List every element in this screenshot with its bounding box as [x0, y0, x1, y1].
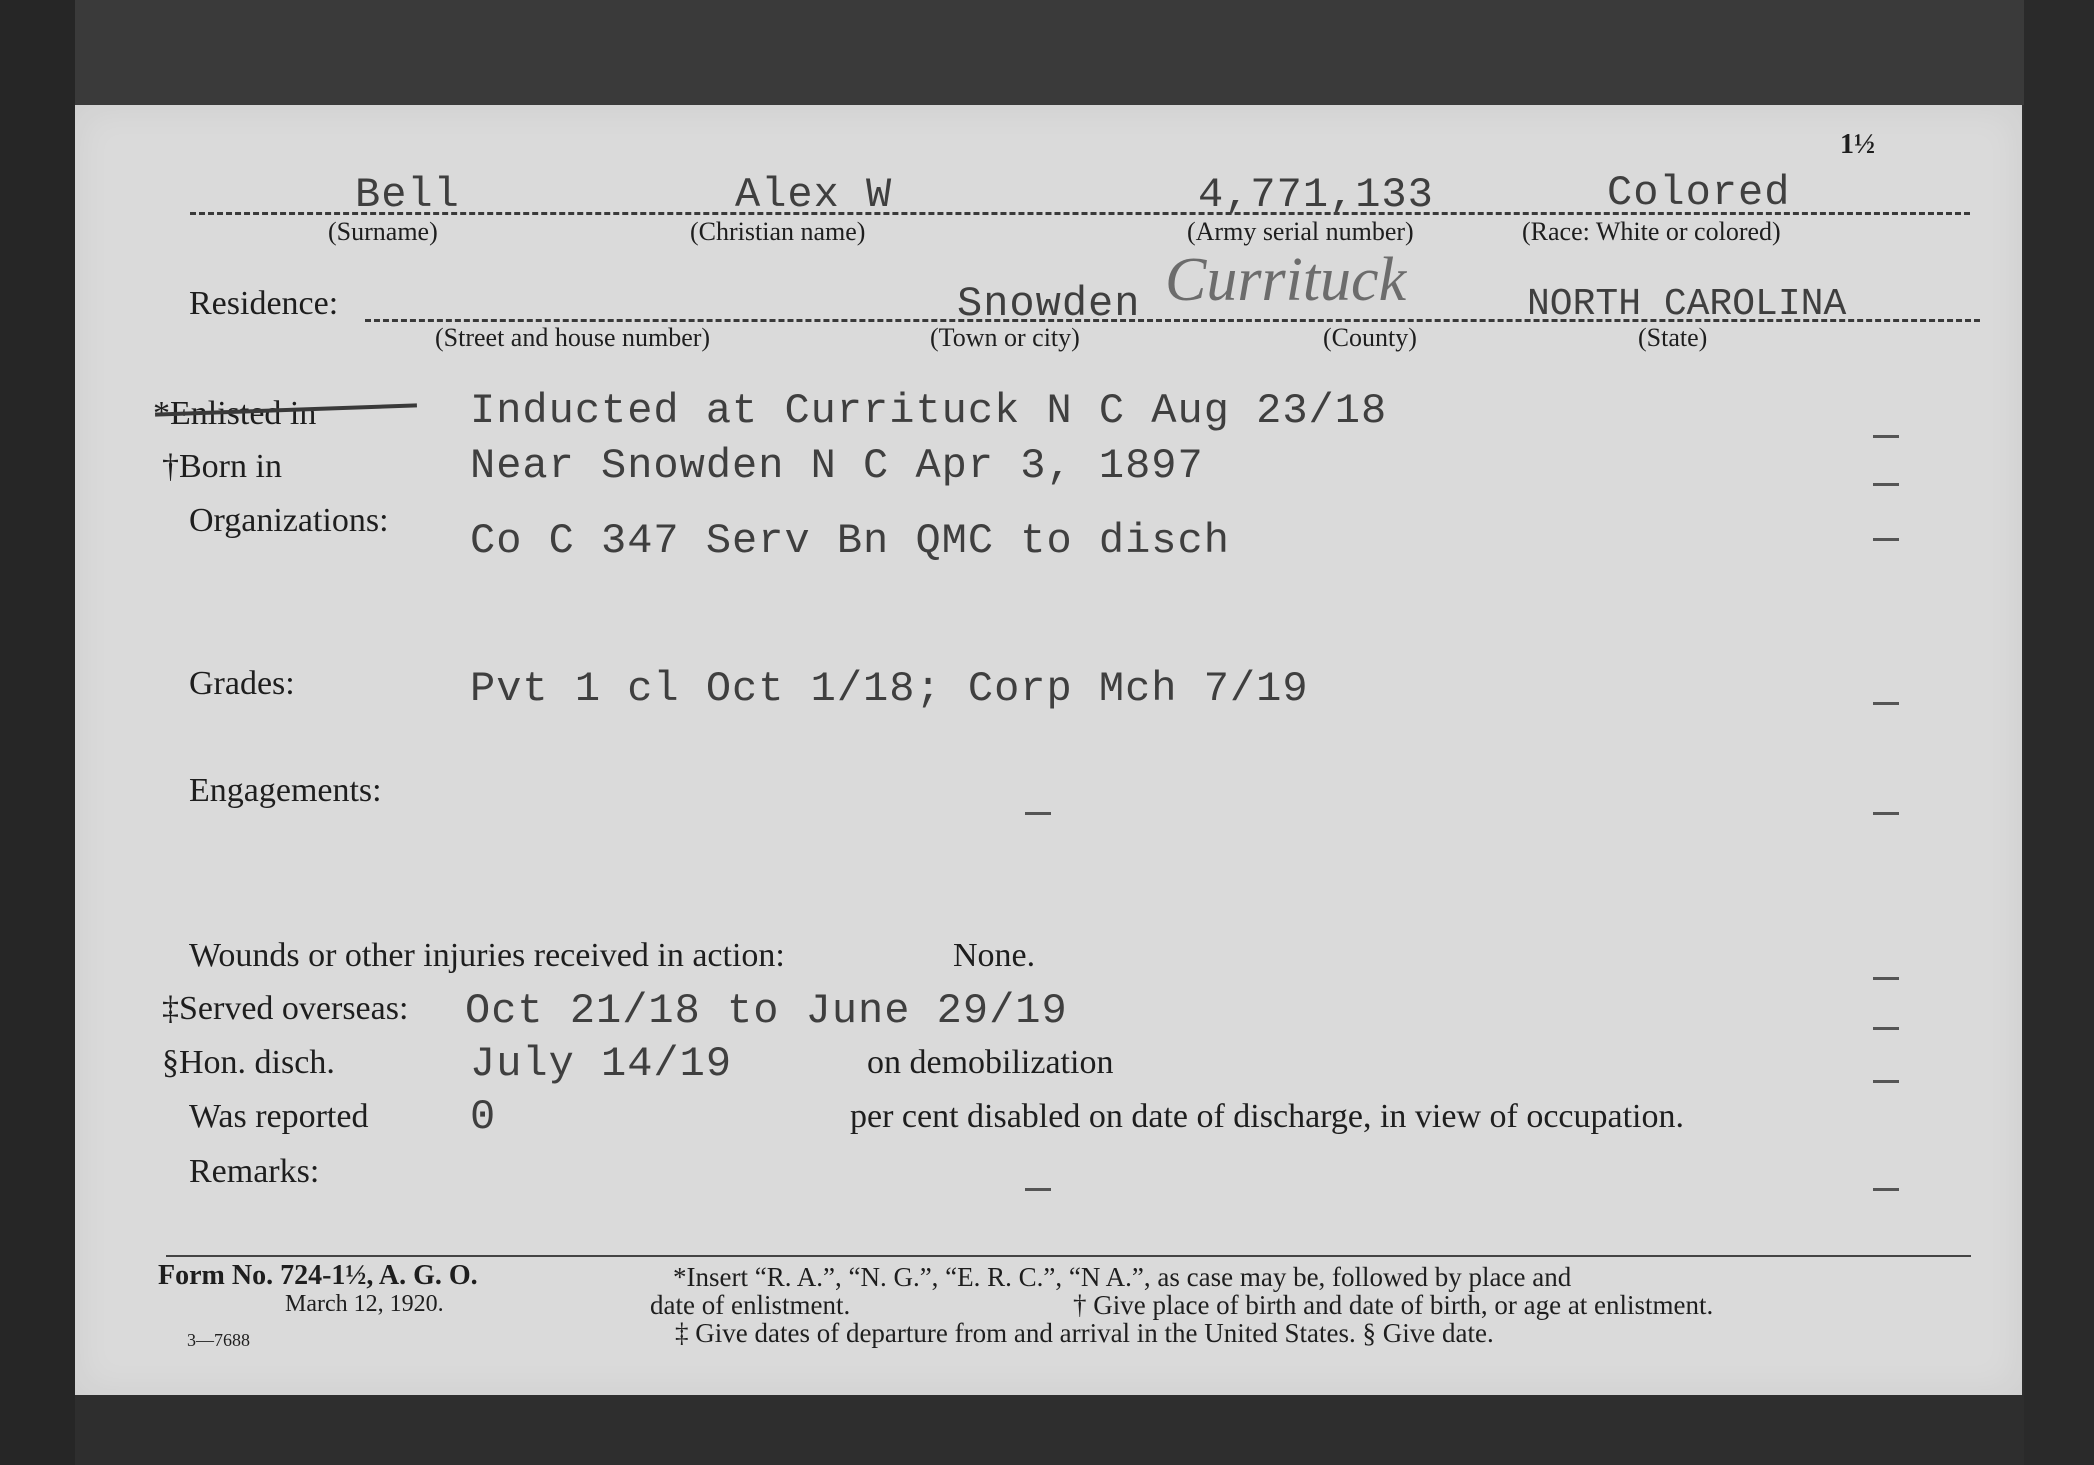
engagements-end-dash: [1873, 812, 1899, 815]
footer-rule: [166, 1255, 1971, 1257]
grades-end-dash: [1873, 702, 1899, 705]
serial-number-caption: (Army serial number): [1187, 217, 1414, 246]
state-caption: (State): [1638, 323, 1708, 352]
footnote-line-3: ‡ Give dates of departure from and arrival in the United States. § Give date.: [675, 1318, 1494, 1348]
born-value: Near Snowden N C Apr 3, 1897: [470, 442, 1204, 490]
state-value: NORTH CAROLINA: [1527, 283, 1847, 326]
footnote-line-1: *Insert “R. A.”, “N. G.”, “E. R. C.”, “N A.”, as case may be, followed by place and: [673, 1262, 1572, 1292]
scanner-background-right: [2024, 0, 2094, 1465]
discharge-value: July 14/19: [470, 1040, 733, 1088]
reported-value: 0: [470, 1093, 497, 1141]
surname-value: Bell: [355, 171, 460, 219]
enlisted-label: *Enlisted in: [153, 395, 317, 432]
scanner-background-top: [0, 0, 2094, 105]
county-handwritten: Currituck: [1165, 246, 1407, 314]
reported-label: Was reported: [189, 1098, 369, 1135]
born-label: †Born in: [162, 448, 282, 485]
christian-name-caption: (Christian name): [690, 217, 866, 246]
wounds-value: None.: [953, 937, 1036, 974]
discharge-end-dash: [1873, 1080, 1899, 1083]
town-value: Snowden: [957, 280, 1141, 328]
born-end-dash: [1873, 483, 1899, 486]
county-caption: (County): [1323, 323, 1417, 352]
christian-name-value: Alex W: [735, 171, 893, 219]
grades-label: Grades:: [189, 665, 295, 702]
service-record-card: [75, 105, 2022, 1395]
discharge-note: on demobilization: [867, 1044, 1114, 1081]
footnote-line-2b: † Give place of birth and date of birth, or age at enlistment.: [1073, 1290, 1714, 1320]
organizations-end-dash: [1873, 538, 1899, 541]
remarks-mid-dash: [1025, 1188, 1051, 1191]
enlisted-value: Inducted at Currituck N C Aug 23/18: [470, 387, 1388, 435]
reported-note: per cent disabled on date of discharge, in view of occupation.: [850, 1098, 1684, 1135]
remarks-end-dash: [1873, 1188, 1899, 1191]
wounds-label: Wounds or other injuries received in action:: [189, 937, 785, 974]
grades-value: Pvt 1 cl Oct 1/18; Corp Mch 7/19: [470, 665, 1309, 713]
town-caption: (Town or city): [930, 323, 1080, 352]
form-date: March 12, 1920.: [285, 1291, 444, 1317]
surname-caption: (Surname): [328, 217, 438, 246]
overseas-value: Oct 21/18 to June 29/19: [465, 987, 1068, 1035]
organizations-label: Organizations:: [189, 502, 389, 539]
footnote-line-2a: date of enlistment.: [650, 1290, 851, 1320]
organizations-value: Co C 347 Serv Bn QMC to disch: [470, 517, 1230, 565]
overseas-label: ‡Served overseas:: [162, 990, 409, 1027]
remarks-label: Remarks:: [189, 1153, 320, 1190]
corner-mark: 1½: [1840, 129, 1875, 160]
overseas-end-dash: [1873, 1027, 1899, 1030]
form-number: Form No. 724-1½, A. G. O.: [158, 1260, 478, 1291]
race-caption: (Race: White or colored): [1522, 217, 1781, 246]
scanner-background-left: [0, 0, 75, 1465]
engagements-mid-dash: [1025, 812, 1051, 815]
engagements-label: Engagements:: [189, 772, 382, 809]
discharge-label: §Hon. disch.: [162, 1044, 335, 1081]
wounds-end-dash: [1873, 977, 1899, 980]
enlisted-end-dash: [1873, 435, 1899, 438]
race-value: Colored: [1607, 169, 1791, 217]
serial-number-value: 4,771,133: [1198, 171, 1434, 219]
street-caption: (Street and house number): [435, 323, 711, 352]
residence-label: Residence:: [189, 285, 339, 322]
print-code: 3—7688: [187, 1330, 250, 1350]
